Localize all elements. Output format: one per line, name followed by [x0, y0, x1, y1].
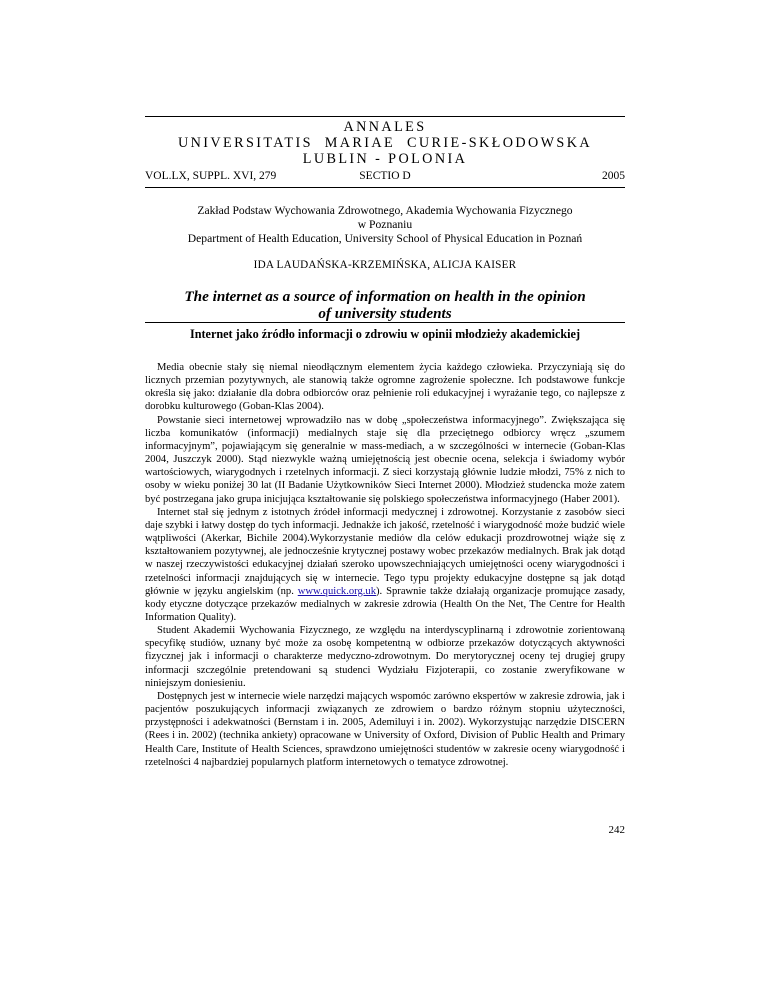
paragraph-3-text-a: Internet stał się jednym z istotnych źródeł informacji medycznej i zdrowotnej. Korzystanie z zasobów sieci daje szybki i łatwy dostęp do tych informacji. Jednakże ich jakość, rzetelność i wiarygodność może budzić wiele wątpliwości (Akerkar, Bichile 2004).Wykorzystanie mediów dla celów edukacji prozdrowotnej wiąże się z kształtowaniem pozytywnej, ale jednocześnie krytycznej postawy wobec przekazów medialnych. Brak jak dotąd w naszej rzeczywistości edukacyjnej działań szeroko upowszechniających umiejętności oceny wiarygodności i rzetelności informacji znajdujących się w internecie. Tego typu projekty edukacyjne dostępne są jak dotąd głównie w języku angielskim (np.: [145, 506, 625, 597]
paragraph-3: [145, 506, 625, 624]
title-line-2: of university students: [318, 305, 452, 322]
journal-line-2: UNIVERSITATIS MARIAE CURIE-SKŁODOWSKA: [177, 135, 593, 151]
paragraph-1: Media obecnie stały się niemal nieodłącznym elementem życia każdego człowieka. Przyczyniają się do licznych przemian pozytywnych, ale stanowią także ogromne zagrożenie społeczne. Ich podstawowe funkcje określa się jako: działanie dla dobra odbiorców oraz pełnienie roli edukacyjnej i wyrażanie tego, co najlepsze z dorobku kulturowego (Goban-Klas 2004).: [145, 362, 625, 413]
title-line-1: The internet as a source of information on health in the opinion: [184, 288, 586, 305]
publication-year: 2005: [602, 170, 625, 182]
sectio-label: SECTIO D: [359, 170, 411, 182]
body-text: [145, 361, 625, 769]
top-rule: [145, 116, 625, 117]
page-number: 242: [608, 824, 625, 836]
quick-org-link[interactable]: www.quick.org.uk: [297, 585, 377, 597]
title-rule: [145, 322, 625, 323]
paragraph-4: Student Akademii Wychowania Fizycznego, ze względu na interdyscyplinarną i zdrowotnie zorientowaną specyfikę studiów, uznany być może za osobę kompetentną w odbiorze przekazów dotyczących aktywności fizycznej jak i informacji o charakterze medyczno-zdrowotnym. Do merytorycznej oceny tej drugiej grupy informacji szczególnie pretendowani są studenci Wydziału Fizjoterapii, co zostanie zweryfikowane w niniejszym doniesieniu.: [145, 625, 625, 689]
affiliation-line-2: w Poznaniu: [357, 218, 413, 231]
paragraph-2: Powstanie sieci internetowej wprowadziło nas w dobę „społeczeństwa informacyjnego”. Zwiększająca się liczba komunikatów (informacji) medialnych staje się dla przeciętnego odbiorcy wręcz „szumem informacyjnym”, pojawiającym się generalnie w mass-mediach, a w szczególności w internecie (Goban-Klas 2004, Juszczyk 2000). Stąd niezwykle ważną umiejętnością jest obecnie ocena, selekcja i świadomy wybór wartościowych, wiarygodnych i rzetelnych informacji. Z sieci korzystają głównie ludzie młodzi, 75% z nich to osoby w wieku poniżej 30 lat (II Badanie Użytkowników Sieci Internet 2000). Młodzież studencka może zatem być postrzegana jako grupa inicjująca kształtowanie się polskiego społeczeństwa informacyjnego (Haber 2001).: [145, 414, 625, 505]
affiliation-line-1: Zakład Podstaw Wychowania Zdrowotnego, Akademia Wychowania Fizycznego: [197, 204, 573, 217]
paragraph-3-text-b: ). Sprawnie także działają organizacje promujące zasady, kody etyczne dotyczące przekazów medialnych w zakresie zdrowia (Health On the Net, The Centre for Health Information Quality).: [145, 585, 625, 623]
affiliation: [145, 204, 625, 246]
authors: IDA LAUDAŃSKA-KRZEMIŃSKA, ALICJA KAISER: [253, 259, 517, 271]
paper-subtitle: Internet jako źródło informacji o zdrowiu w opinii młodzieży akademickiej: [189, 327, 581, 341]
paper-page: [145, 0, 625, 994]
journal-header: [145, 119, 625, 167]
volume-info: VOL.LX, SUPPL. XVI, 279: [145, 170, 277, 182]
paragraph-5: Dostępnych jest w internecie wiele narzędzi mających wspomóc zarówno ekspertów w zakresie zdrowia, jak i pacjentów poszukujących informacji związanych ze zdrowiem o bardzo różnym stopniu użyteczności, przystępności i adekwatności (Bernstam i in. 2005, Ademiluyi i in. 2002). Wykorzystując narzędzie DISCERN (Rees i in. 2002) (technika ankiety) opracowane w University of Oxford, Division of Public Health and Primary Health Care, Institute of Health Sciences, sprawdzono umiejętności studentów w zakresie oceny wiarygodność i rzetelności 4 najbardziej popularnych platform internetowych o tematyce zdrowotnej.: [145, 690, 625, 768]
journal-line-3: LUBLIN - POLONIA: [302, 151, 468, 167]
header-rule: [145, 187, 625, 188]
affiliation-line-3: Department of Health Education, University School of Physical Education in Poznań: [187, 232, 583, 245]
journal-line-1: ANNALES: [343, 119, 427, 135]
paper-title: [145, 288, 625, 322]
